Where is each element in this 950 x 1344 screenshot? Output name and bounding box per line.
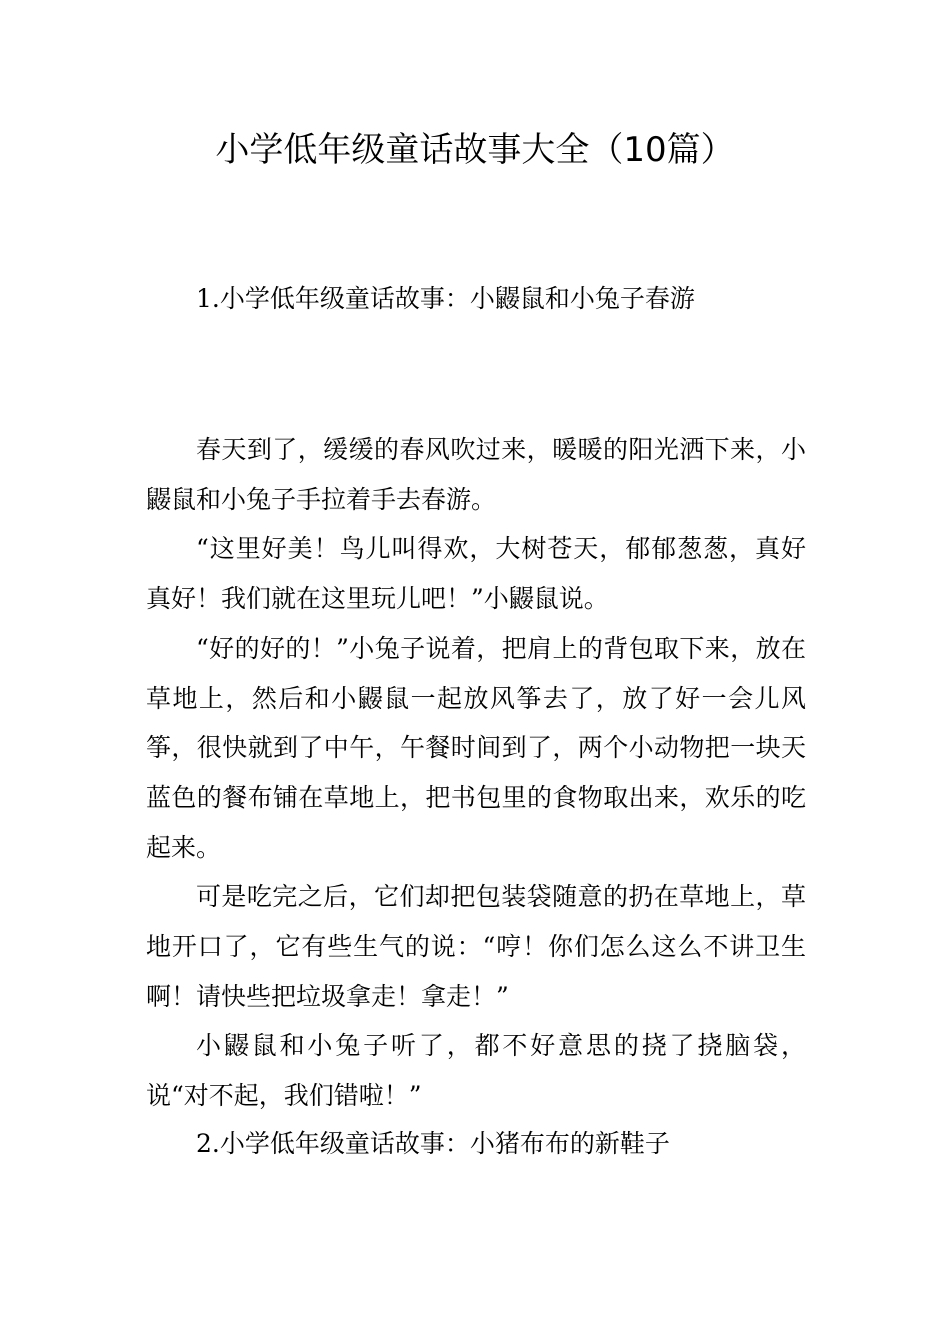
section-1-body	[146, 425, 806, 1121]
paragraph: “这里好美！鸟儿叫得欢，大树苍天，郁郁葱葱，真好真好！我们就在这里玩儿吧！”小鼹鼠说。	[146, 534, 806, 614]
document-title: 小学低年级童话故事大全（10篇）	[215, 130, 735, 170]
paragraph: 春天到了，缓缓的春风吹过来，暖暖的阳光洒下来，小鼹鼠和小兔子手拉着手去春游。	[146, 435, 806, 514]
section-heading-2: 2.小学低年级童话故事：小猪布布的新鞋子	[196, 1129, 670, 1158]
paragraph: 可是吃完之后，它们却把包装袋随意的扔在草地上，草地开口了，它有些生气的说：“哼！你们怎么这么不讲卫生啊！请快些把垃圾拿走！拿走！”	[146, 882, 806, 1011]
paragraph: 小鼹鼠和小兔子听了，都不好意思的挠了挠脑袋，说“对不起，我们错啦！”	[146, 1031, 806, 1111]
section-heading-1: 1.小学低年级童话故事：小鼹鼠和小兔子春游	[196, 284, 695, 313]
paragraph: “好的好的！”小兔子说着，把肩上的背包取下来，放在草地上，然后和小鼹鼠一起放风筝去了，放了好一会儿风筝，很快就到了中午，午餐时间到了，两个小动物把一块天蓝色的餐布铺在草地上，把书包里的食物取出来，欢乐的吃起来。	[146, 633, 806, 862]
